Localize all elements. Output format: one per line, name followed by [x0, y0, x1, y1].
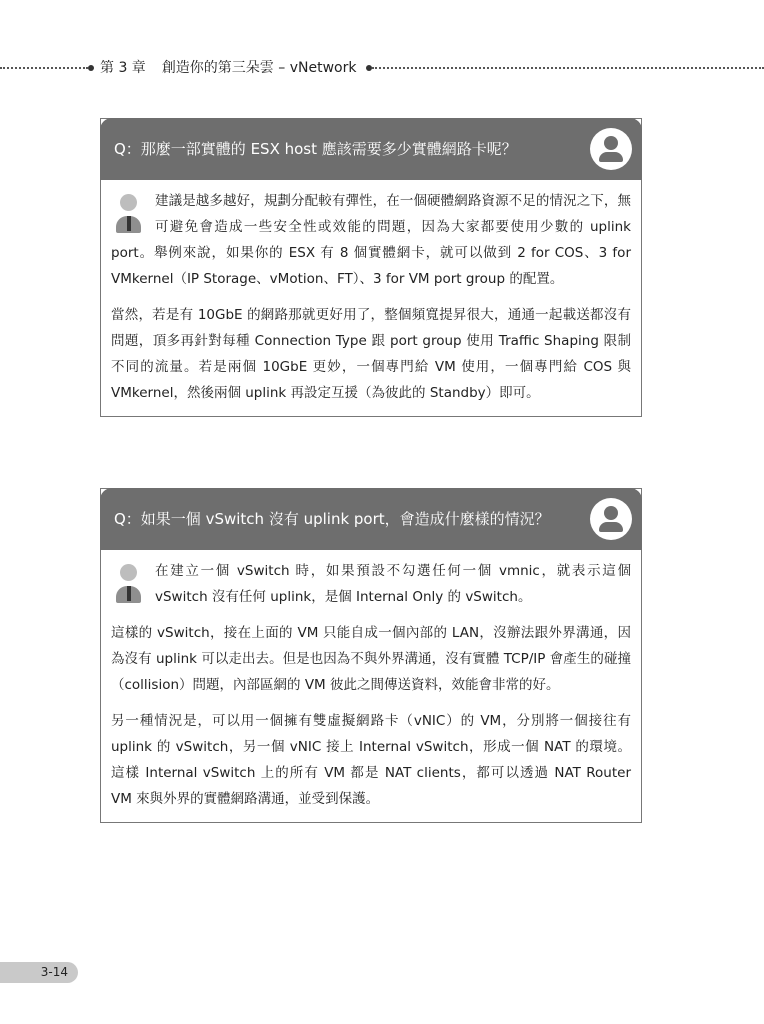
- header-bullet-left: [88, 65, 94, 71]
- header-dotted-rule-left: [0, 67, 88, 69]
- chapter-label: 第 3 章: [100, 60, 146, 76]
- chapter-title: 創造你的第三朵雲 – vNetwork: [161, 60, 357, 76]
- question-bar: [100, 488, 642, 550]
- question-title: Q：如果一個 vSwitch 沒有 uplink port，會造成什麼樣的情況？: [114, 510, 550, 528]
- answer-body: [101, 550, 641, 822]
- answer-paragraph: 這樣的 vSwitch，接在上面的 VM 只能自成一個內部的 LAN，沒辦法跟外界溝通，因為沒有 uplink 可以走出去。但是也因為不與外界溝通，沒有實體 TCP/IP 會產生的碰撞（collision）問題，內部區網的 VM 彼此之間傳送資料，效能會非常的好。: [111, 625, 631, 693]
- answerer-avatar-icon: [111, 560, 149, 610]
- questioner-avatar-icon: [590, 128, 632, 170]
- page-header: [0, 58, 764, 78]
- answerer-avatar-icon: [111, 190, 149, 240]
- answer-paragraph: 另一種情況是，可以用一個擁有雙虛擬網路卡（vNIC）的 VM，分別將一個接往有 uplink 的 vSwitch，另一個 vNIC 接上 Internal vSwitch，形成一個 NAT 的環境。這樣 Internal vSwitch 上的所有 VM 都是 NAT clients，都可以透過 NAT Router VM 來與外界的實體網路溝通，並受到保護。: [111, 713, 631, 807]
- qa-box-2: [100, 488, 642, 823]
- answer-paragraph: 建議是越多越好，規劃分配較有彈性，在一個硬體網路資源不足的情況之下，無可避免會造成一些安全性或效能的問題，因為大家都要使用少數的 uplink port。舉例來說，如果你的 ESX 有 8 個實體網卡，就可以做到 2 for COS、3 for VMkernel（IP Storage、vMotion、FT）、3 for VM port group 的配置。: [111, 188, 631, 292]
- answer-paragraph: 在建立一個 vSwitch 時，如果預設不勾選任何一個 vmnic，就表示這個 vSwitch 沒有任何 uplink，是個 Internal Only 的 vSwitch。: [111, 558, 631, 610]
- qa-box-1: [100, 118, 642, 417]
- question-bar: [100, 118, 642, 180]
- answer-paragraph: 當然，若是有 10GbE 的網路那就更好用了，整個頻寬提昇很大，通通一起載送都沒有問題，頂多再針對每種 Connection Type 跟 port group 使用 Traffic Shaping 限制不同的流量。若是兩個 10GbE 更妙，一個專門給 VM 使用，一個專門給 COS 與 VMkernel，然後兩個 uplink 再設定互援（為彼此的 Standby）即可。: [111, 307, 631, 401]
- header-dotted-rule-right: [372, 67, 764, 69]
- page-number: 3-14: [0, 962, 78, 983]
- running-head: [100, 58, 356, 78]
- question-title: Q：那麼一部實體的 ESX host 應該需要多少實體網路卡呢？: [114, 140, 517, 158]
- answer-body: [101, 180, 641, 416]
- questioner-avatar-icon: [590, 498, 632, 540]
